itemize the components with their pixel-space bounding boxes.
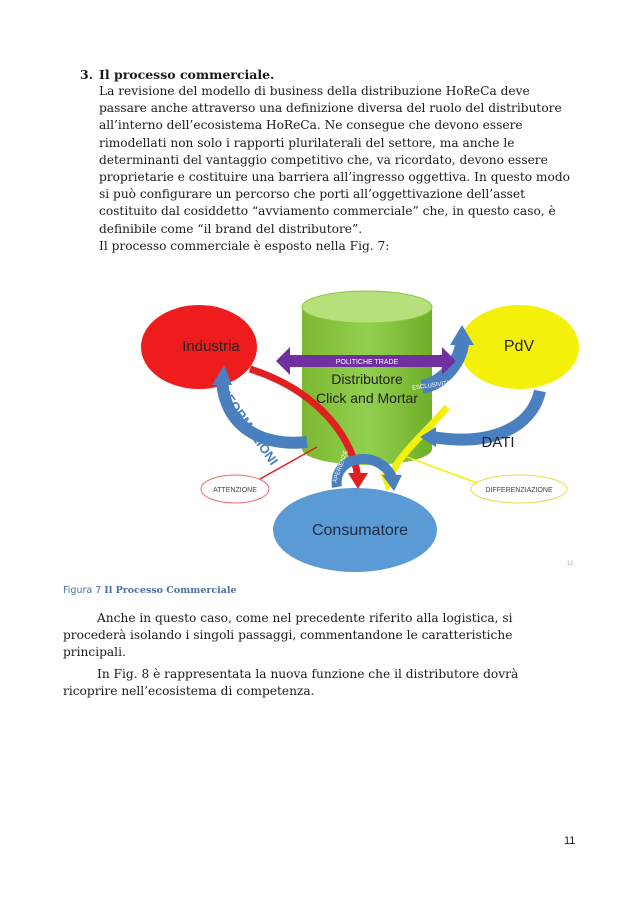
section-heading [80,66,580,83]
industria-label: Industria [182,338,240,355]
pdv-label: PdV [503,338,535,355]
paragraph-2 [63,666,533,700]
figure-caption [63,585,237,596]
esclusivita-label: ESCLUSIVITA' [411,380,452,392]
informazioni-label: INFORMAZIONI [214,381,282,468]
text-line: si può configurare un percorso che porti all’oggettivazione dell’asset [99,187,526,202]
xperienze-label: XPERIENZE [332,449,350,484]
attenzione-label: ATTENZIONE [213,487,257,494]
consumatore-label: Consumatore [311,522,409,539]
text-line: rimodellati non solo i rapporti plurilaterali del settore, ma anche le [99,135,515,150]
text-line: ricoprire nell’ecosistema di competenza. [63,684,315,699]
text-line: procederà isolando i singoli passaggi, commentandone le caratteristiche [63,628,513,643]
distributore-sublabel: Click and Mortar [316,390,418,406]
section-3 [80,66,580,255]
dati-label: DATI [481,434,515,451]
caption-label: Figura 7 [63,585,102,596]
politiche-trade-label: POLITICHE TRADE [335,359,399,366]
text-line: all’interno dell’ecosistema HoReCa. Ne consegue che devono essere [99,118,523,133]
page-number: 11 [564,835,576,847]
paragraph-1 [63,610,533,662]
section-number: 3. [80,67,94,82]
text-line: Il processo commerciale è esposto nella Fig. 7: [99,238,390,253]
text-line: proprietarie e costituire una barriera all’ingresso oggettiva. In questo modo [99,170,570,185]
caption-title: Il Processo Commerciale [104,585,237,596]
watermark-number: 12 [566,561,574,567]
differenziazione-label: DIFFERENZIAZIONE [485,487,553,494]
text-line: La revisione del modello di business della distribuzione HoReCa deve [99,84,530,98]
text-line: Anche in questo caso, come nel precedente riferito alla logistica, si [97,611,513,625]
commercial-process-diagram [132,287,580,573]
distributore-label: Distributore [331,371,403,387]
text-line: determinanti del vantaggio competitivo che, va ricordato, devono essere [99,152,548,167]
text-line: passare anche attraverso una definizione diversa del ruolo del distributore [99,101,562,116]
dati-arrow [432,391,540,440]
text-line: definibile come “il brand del distributore”. [99,221,363,236]
text-line: principali. [63,645,126,660]
section-body [99,83,580,255]
text-line: costituito dal cosiddetto “avviamento commerciale” che, in questo caso, è [99,204,556,219]
section-title: Il processo commerciale. [99,67,275,82]
text-line: In Fig. 8 è rappresentata la nuova funzione che il distributore dovrà [97,667,519,681]
